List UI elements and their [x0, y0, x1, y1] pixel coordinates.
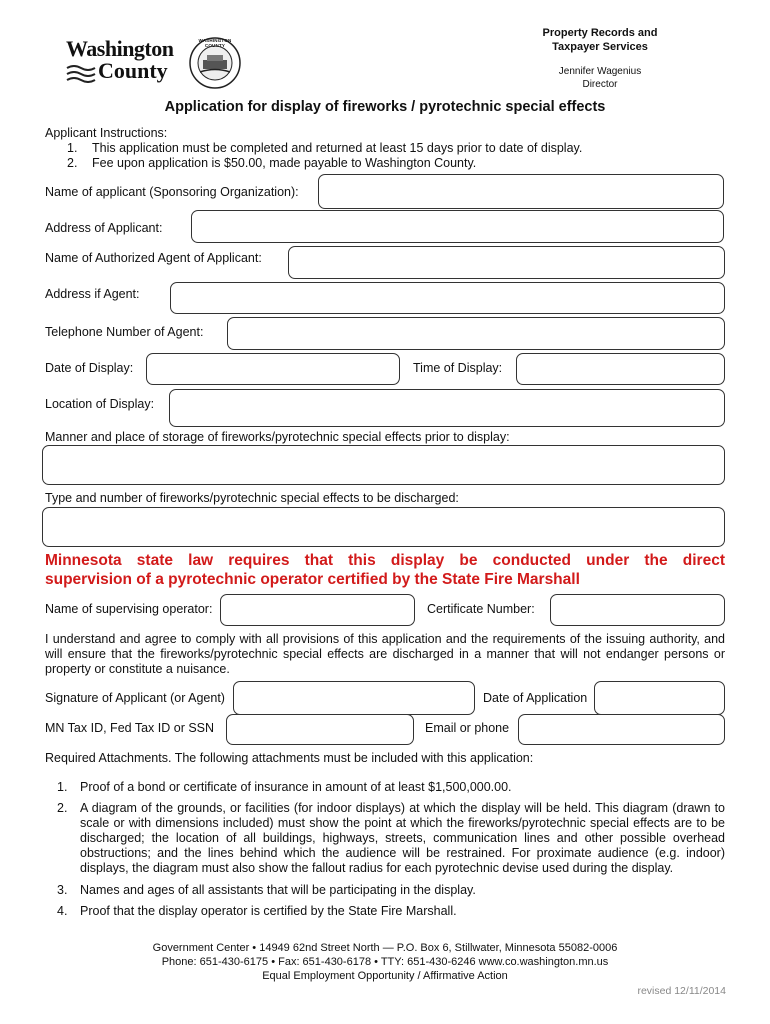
agreement-line1: I understand and agree to comply with all provisions of this application and the requirements of the issuing authority, and	[45, 632, 725, 646]
page-title: Application for display of fireworks / pyrotechnic special effects	[164, 99, 606, 115]
attachment-num: 3.	[57, 883, 68, 897]
logo-line1: Washington	[66, 36, 174, 61]
email-phone-label: Email or phone	[425, 721, 510, 735]
agent-phone-field[interactable]	[227, 317, 725, 350]
footer-line2: Phone: 651-430-6175 • Fax: 651-430-6178 • TTY: 651-430-6246 www.co.washington.mn.us	[161, 956, 609, 968]
agent-phone-label: Telephone Number of Agent:	[45, 325, 204, 339]
department-block	[520, 26, 680, 91]
attachment-line: obstructions; and the lines behind which the audience will be restrained. For proximate audience (e.g. indoor)	[80, 846, 725, 860]
attachment-line: displays, the diagram must also show the fallout radius for each pyrotechnic devise used during the display.	[80, 861, 674, 875]
attachment-line: scale or with dimensions included) must show the point at which the fireworks/pyrotechnic special effects are to be	[80, 816, 725, 830]
display-location-field[interactable]	[169, 389, 725, 427]
county-logo	[62, 36, 177, 86]
tax-id-label: MN Tax ID, Fed Tax ID or SSN	[45, 721, 215, 735]
attachment-item	[80, 883, 725, 898]
type-number-label: Type and number of fireworks/pyrotechnic special effects to be discharged:	[45, 491, 459, 505]
footer-line1: Government Center • 14949 62nd Street North — P.O. Box 6, Stillwater, Minnesota 55082-0006	[152, 942, 618, 954]
agreement-line3: property or constitute a nuisance.	[45, 662, 230, 676]
tax-id-field[interactable]	[226, 714, 414, 745]
agent-address-label: Address if Agent:	[45, 287, 140, 301]
attachments-heading: Required Attachments. The following attachments must be included with this application:	[45, 751, 534, 765]
attachment-line: Proof that the display operator is certified by the State Fire Marshall.	[80, 904, 457, 918]
applicant-name-field[interactable]	[318, 174, 724, 209]
warning-notice	[45, 551, 725, 589]
email-phone-field[interactable]	[518, 714, 725, 745]
attachment-num: 2.	[57, 801, 68, 815]
revised-date: revised 12/11/2014	[637, 985, 726, 997]
warning-line1: Minnesota state law requires that this display be conducted under the direct	[45, 552, 725, 569]
display-location-label: Location of Display:	[45, 397, 155, 411]
seal-text: WASHINGTON COUNTY	[198, 38, 232, 48]
attachment-line: Names and ages of all assistants that will be participating in the display.	[80, 883, 476, 897]
dept-line1: Property Records and	[542, 27, 658, 39]
instruction-num: 1.	[67, 141, 78, 155]
logo-waves-icon	[66, 63, 96, 83]
attachment-line: Proof of a bond or certificate of insurance in amount of at least $1,500,000.00.	[80, 780, 512, 794]
application-date-label: Date of Application	[483, 691, 588, 705]
signature-label: Signature of Applicant (or Agent)	[45, 691, 225, 705]
storage-label: Manner and place of storage of fireworks/pyrotechnic special effects prior to display:	[45, 430, 510, 444]
dept-line2: Taxpayer Services	[552, 41, 648, 53]
attachment-item	[80, 780, 725, 795]
agreement-line2: will ensure that the fireworks/pyrotechnic special effects are discharged in a manner that will not endanger persons or	[45, 647, 725, 661]
county-seal-icon	[188, 36, 242, 90]
attachment-item	[80, 801, 725, 876]
certificate-number-label: Certificate Number:	[427, 602, 535, 616]
instruction-num: 2.	[67, 156, 78, 170]
instruction-text: Fee upon application is $50.00, made payable to Washington County.	[92, 156, 477, 170]
agent-name-field[interactable]	[288, 246, 725, 279]
applicant-address-label: Address of Applicant:	[45, 221, 163, 235]
storage-field[interactable]	[42, 445, 725, 485]
display-date-label: Date of Display:	[45, 361, 134, 375]
logo-line2: County	[98, 58, 168, 83]
certificate-number-field[interactable]	[550, 594, 725, 626]
instruction-text: This application must be completed and returned at least 15 days prior to date of display.	[92, 141, 583, 155]
instructions-heading: Applicant Instructions:	[45, 126, 168, 140]
director-name: Jennifer Wagenius	[558, 66, 642, 77]
display-time-field[interactable]	[516, 353, 725, 385]
applicant-name-label: Name of applicant (Sponsoring Organization):	[45, 185, 299, 199]
operator-name-label: Name of supervising operator:	[45, 602, 213, 616]
operator-name-field[interactable]	[220, 594, 415, 626]
attachment-num: 1.	[57, 780, 68, 794]
director-title: Director	[582, 79, 618, 90]
agent-name-label: Name of Authorized Agent of Applicant:	[45, 251, 262, 265]
application-date-field[interactable]	[594, 681, 725, 715]
attachment-line: A diagram of the grounds, or facilities (for indoor displays) at which the display will be held. This diagram (drawn to	[80, 801, 725, 815]
attachment-item	[80, 904, 725, 919]
attachment-num: 4.	[57, 904, 68, 918]
display-time-label: Time of Display:	[413, 361, 503, 375]
type-number-field[interactable]	[42, 507, 725, 547]
agreement-text	[45, 632, 725, 677]
attachment-line: discharged; the location of all buildings, highways, streets, communication lines and other possible overhead	[80, 831, 725, 845]
agent-address-field[interactable]	[170, 282, 725, 314]
display-date-field[interactable]	[146, 353, 400, 385]
warning-line2: supervision of a pyrotechnic operator certified by the State Fire Marshall	[45, 571, 580, 588]
footer-line3: Equal Employment Opportunity / Affirmative Action	[262, 970, 508, 982]
applicant-address-field[interactable]	[191, 210, 724, 243]
signature-field[interactable]	[233, 681, 475, 715]
